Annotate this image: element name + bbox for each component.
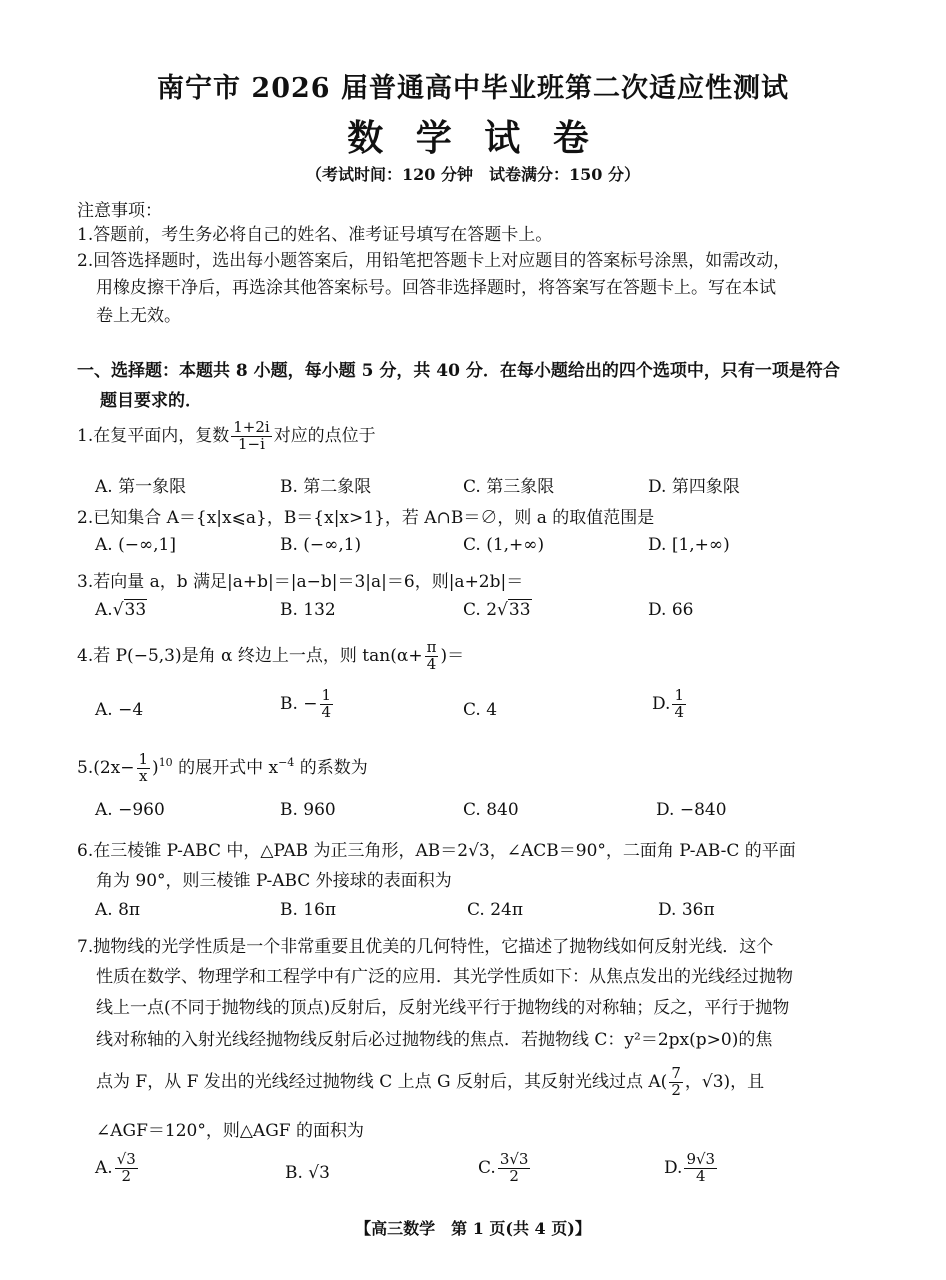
question-3-option-a: [95, 600, 147, 620]
radicand: 33: [124, 600, 147, 620]
question-7-stem-line-2: 性质在数学、物理学和工程学中有广泛的应用．其光学性质如下：从焦点发出的光线经过抛物: [96, 967, 793, 987]
notice-item-2-line-1: 2.回答选择题时，选出每小题答案后，用铅笔把答题卡上对应题目的答案标号涂黑，如需改动，: [77, 251, 791, 271]
question-4-option-d: [652, 688, 688, 721]
question-1-fraction: [231, 420, 271, 453]
question-7-line-5-prefix: 点为 F，从 F 发出的光线经过抛物线 C 上点 G 反射后，其反射光线过点 A(: [96, 1071, 668, 1092]
question-5-option-c: C. 840: [463, 800, 519, 820]
question-4-stem: [77, 640, 464, 673]
notice-item-1: 1.答题前，考生务必将自己的姓名、准考证号填写在答题卡上。: [77, 225, 553, 245]
question-4-option-c: C. 4: [463, 700, 498, 720]
fraction-denominator: 2: [121, 1166, 132, 1185]
question-5-option-a: A. −960: [95, 800, 165, 820]
option-fraction: [115, 1152, 138, 1185]
option-fraction: [320, 688, 334, 721]
exam-title: 南宁市 2026 届普通高中毕业班第二次适应性测试: [157, 73, 789, 104]
option-label: C.: [478, 1157, 496, 1178]
question-7-stem-line-3: 线上一点(不同于抛物线的顶点)反射后，反射光线平行于抛物线的对称轴；反之，平行于抛物: [96, 998, 790, 1018]
fraction-denominator: 2: [671, 1080, 681, 1099]
fraction-numerator: π: [426, 638, 437, 656]
exponent: 10: [158, 756, 173, 770]
question-6-option-d: D. 36π: [658, 900, 715, 920]
question-6-stem-line-2: 角为 90°，则三棱锥 P-ABC 外接球的表面积为: [96, 871, 452, 891]
question-4-option-a: A. −4: [95, 700, 144, 720]
option-fraction: [498, 1152, 531, 1185]
question-7-stem-line-1: 7.抛物线的光学性质是一个非常重要且优美的几何特性，它描述了抛物线如何反射光线．这个: [77, 937, 774, 957]
section-1-heading-cont: 题目要求的．: [100, 391, 202, 411]
question-1-option-d: D. 第四象限: [648, 477, 740, 497]
question-5-option-d: D. −840: [656, 800, 727, 820]
exam-subject-title: 数 学 试 卷: [347, 117, 599, 159]
question-7-fraction: [669, 1066, 683, 1099]
question-3-option-b: B. 132: [280, 600, 336, 620]
question-5-prefix: 5.(2x−: [77, 757, 135, 778]
question-2-stem: 2.已知集合 A＝{x|x⩽a}，B＝{x|x>1}，若 A∩B＝∅，则 a 的取值范围是: [77, 508, 655, 528]
question-4-prefix: 4.若 P(−5,3)是角 α 终边上一点，则 tan(α+: [77, 645, 423, 666]
sqrt-symbol: √33: [112, 600, 147, 620]
option-label: A.: [95, 600, 113, 620]
paren-close: ): [152, 757, 159, 778]
fraction-denominator: 1−i: [238, 434, 265, 453]
question-1-suffix: 对应的点位于: [273, 425, 376, 446]
notice-heading: 注意事项：: [77, 201, 162, 221]
fraction-numerator: 7: [671, 1064, 681, 1082]
question-4-fraction: [425, 640, 439, 673]
fraction-denominator: 4: [674, 702, 684, 721]
question-5-suffix-2: 的系数为: [294, 757, 368, 778]
fraction-numerator: 1: [674, 686, 684, 704]
question-6-option-b: B. 16π: [280, 900, 337, 920]
option-fraction: [672, 688, 686, 721]
fraction-denominator: 4: [426, 654, 437, 673]
question-2-option-c: C. (1,+∞): [463, 535, 545, 555]
page-footer: 【高三数学 第 1 页(共 4 页)】: [355, 1219, 591, 1238]
question-4-option-b: [280, 688, 335, 721]
question-7-option-d: [664, 1152, 719, 1185]
fraction-numerator: 1+2i: [233, 418, 270, 436]
question-6-stem-line-1: 6.在三棱锥 P-ABC 中，△PAB 为正三角形，AB＝2√3，∠ACB＝90°，二面角 P-AB-C 的平面: [77, 841, 796, 861]
fraction-denominator: x: [139, 766, 148, 785]
option-label: C. 2: [463, 600, 498, 620]
question-1-stem: [77, 420, 376, 453]
fraction-numerator: 9√3: [686, 1150, 716, 1168]
question-6-option-a: A. 8π: [95, 900, 141, 920]
question-5-suffix: 的展开式中 x: [172, 757, 279, 778]
sqrt-symbol: √33: [497, 600, 531, 620]
notice-item-2-line-3: 卷上无效。: [96, 306, 181, 326]
exponent: −4: [278, 756, 295, 770]
option-label: B. −: [280, 693, 318, 714]
option-fraction: [684, 1152, 717, 1185]
question-3-option-c: [463, 600, 532, 620]
question-7-option-c: [478, 1152, 532, 1185]
question-7-option-a: [95, 1152, 140, 1185]
radicand: 33: [508, 600, 531, 620]
notice-item-2-line-2: 用橡皮擦干净后，再选涂其他答案标号。回答非选择题时，将答案写在答题卡上。写在本试: [96, 278, 776, 298]
question-1-option-c: C. 第三象限: [463, 477, 555, 497]
question-7-stem-line-6: ∠AGF＝120°，则△AGF 的面积为: [96, 1121, 364, 1141]
fraction-numerator: 1: [321, 686, 332, 704]
question-3-option-d: D. 66: [648, 600, 694, 620]
question-7-option-b: B. √3: [285, 1163, 330, 1183]
option-label: D.: [652, 693, 671, 714]
question-3-stem: 3.若向量 a，b 满足|a+b|＝|a−b|＝3|a|＝6，则|a+2b|＝: [77, 572, 524, 592]
fraction-numerator: 1: [138, 750, 149, 768]
fraction-denominator: 2: [509, 1166, 519, 1185]
section-1-heading: 一、选择题：本题共 8 小题，每小题 5 分，共 40 分．在每小题给出的四个选项中，只有一项是符合: [77, 361, 840, 381]
question-7-stem-line-5: [96, 1066, 764, 1099]
question-5-option-b: B. 960: [280, 800, 336, 820]
question-1-option-b: B. 第二象限: [280, 477, 372, 497]
fraction-numerator: 3√3: [499, 1150, 529, 1168]
question-1-prefix: 1.在复平面内，复数: [77, 425, 230, 446]
question-4-suffix: )＝: [440, 645, 465, 666]
option-label: D.: [664, 1157, 683, 1178]
option-label: A.: [95, 1157, 113, 1178]
exam-info: （考试时间：120 分钟 试卷满分：150 分）: [306, 165, 640, 184]
question-2-option-b: B. (−∞,1): [280, 535, 362, 555]
question-7-stem-line-4: 线对称轴的入射光线经抛物线反射后必过抛物线的焦点．若抛物线 C：y²＝2px(p>0)的焦: [96, 1030, 773, 1050]
fraction-denominator: 4: [695, 1166, 706, 1185]
question-1-option-a: A. 第一象限: [95, 477, 187, 497]
question-2-option-d: D. [1,+∞): [648, 535, 730, 555]
question-5-fraction: [137, 752, 151, 785]
question-2-option-a: A. (−∞,1]: [95, 535, 176, 555]
question-5-stem: [77, 752, 368, 785]
question-6-option-c: C. 24π: [467, 900, 524, 920]
fraction-numerator: √3: [116, 1150, 136, 1168]
question-7-line-5-suffix: ，√3)，且: [684, 1071, 765, 1092]
fraction-denominator: 4: [321, 702, 332, 721]
